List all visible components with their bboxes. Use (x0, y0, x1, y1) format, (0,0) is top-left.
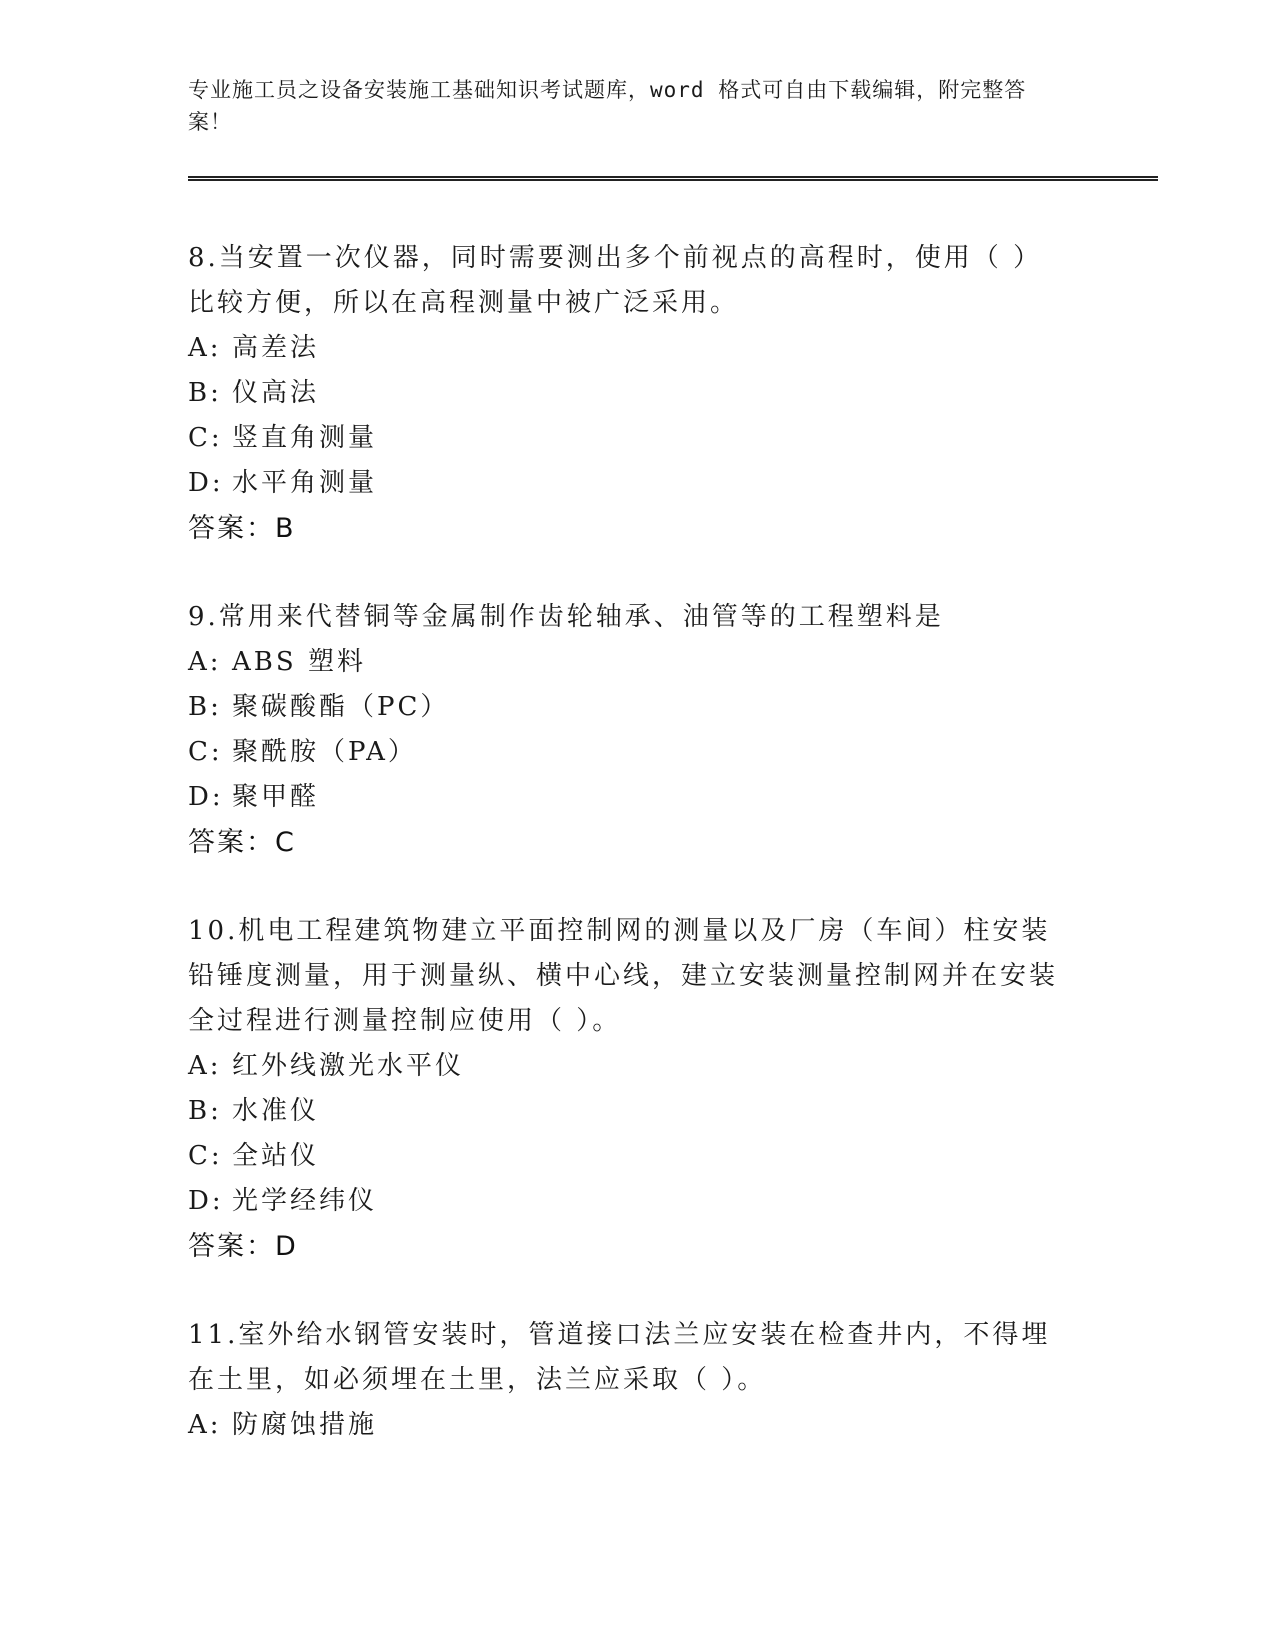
option-letter: C: (188, 423, 223, 453)
header-divider (188, 176, 1158, 181)
option-letter: A: (188, 647, 222, 677)
option-letter: A: (188, 333, 222, 363)
option-letter: D: (188, 468, 224, 498)
option-a (188, 640, 1068, 685)
option-text: 聚酰胺（PA） (232, 737, 417, 767)
question-9 (188, 595, 1068, 865)
option-d (188, 1179, 1068, 1224)
option-letter: A: (188, 1051, 222, 1081)
option-text: 聚甲醛 (232, 782, 320, 812)
question-11 (188, 1313, 1068, 1448)
option-letter: D: (188, 1186, 224, 1216)
question-list (188, 236, 1068, 1492)
option-b (188, 1089, 1068, 1134)
question-stem: 10.机电工程建筑物建立平面控制网的测量以及厂房（车间）柱安装铅锤度测量，用于测量纵、横中心线，建立安装测量控制网并在安装全过程进行测量控制应使用（ ）。 (188, 916, 1059, 1036)
option-d (188, 775, 1068, 820)
option-a (188, 1403, 1068, 1448)
option-letter: A: (188, 1410, 222, 1440)
option-text: 水平角测量 (232, 468, 378, 498)
option-text: 光学经纬仪 (232, 1186, 378, 1216)
option-letter: C: (188, 737, 223, 767)
option-text: 红外线激光水平仪 (232, 1051, 465, 1081)
option-text: 仪高法 (232, 378, 320, 408)
option-text: 全站仪 (232, 1141, 320, 1171)
option-text: 防腐蚀措施 (232, 1410, 378, 1440)
option-letter: B: (188, 692, 222, 722)
question-stem: 9.常用来代替铜等金属制作齿轮轴承、油管等的工程塑料是 (188, 602, 944, 632)
option-letter: B: (188, 1096, 222, 1126)
document-header: 专业施工员之设备安装施工基础知识考试题库，word 格式可自由下载编辑，附完整答案！ (188, 78, 1027, 134)
question-10 (188, 909, 1068, 1269)
question-8 (188, 236, 1068, 551)
option-c (188, 416, 1068, 461)
answer-line: 答案：B (188, 513, 296, 544)
option-text: ABS 塑料 (232, 647, 366, 677)
option-b (188, 371, 1068, 416)
option-b (188, 685, 1068, 730)
question-stem: 8.当安置一次仪器，同时需要测出多个前视点的高程时，使用（ ）比较方便，所以在高程测量中被广泛采用。 (188, 243, 1043, 318)
option-letter: B: (188, 378, 222, 408)
option-c (188, 1134, 1068, 1179)
answer-line: 答案：C (188, 827, 296, 858)
option-text: 水准仪 (232, 1096, 320, 1126)
option-c (188, 730, 1068, 775)
option-text: 高差法 (232, 333, 320, 363)
question-stem: 11.室外给水钢管安装时，管道接口法兰应安装在检查井内，不得埋在土里，如必须埋在土里，法兰应采取（ ）。 (188, 1320, 1051, 1395)
option-text: 竖直角测量 (232, 423, 378, 453)
answer-line: 答案：D (188, 1231, 298, 1262)
option-a (188, 326, 1068, 371)
option-a (188, 1044, 1068, 1089)
option-letter: D: (188, 782, 224, 812)
option-d (188, 461, 1068, 506)
option-text: 聚碳酸酯（PC） (232, 692, 450, 722)
option-letter: C: (188, 1141, 223, 1171)
